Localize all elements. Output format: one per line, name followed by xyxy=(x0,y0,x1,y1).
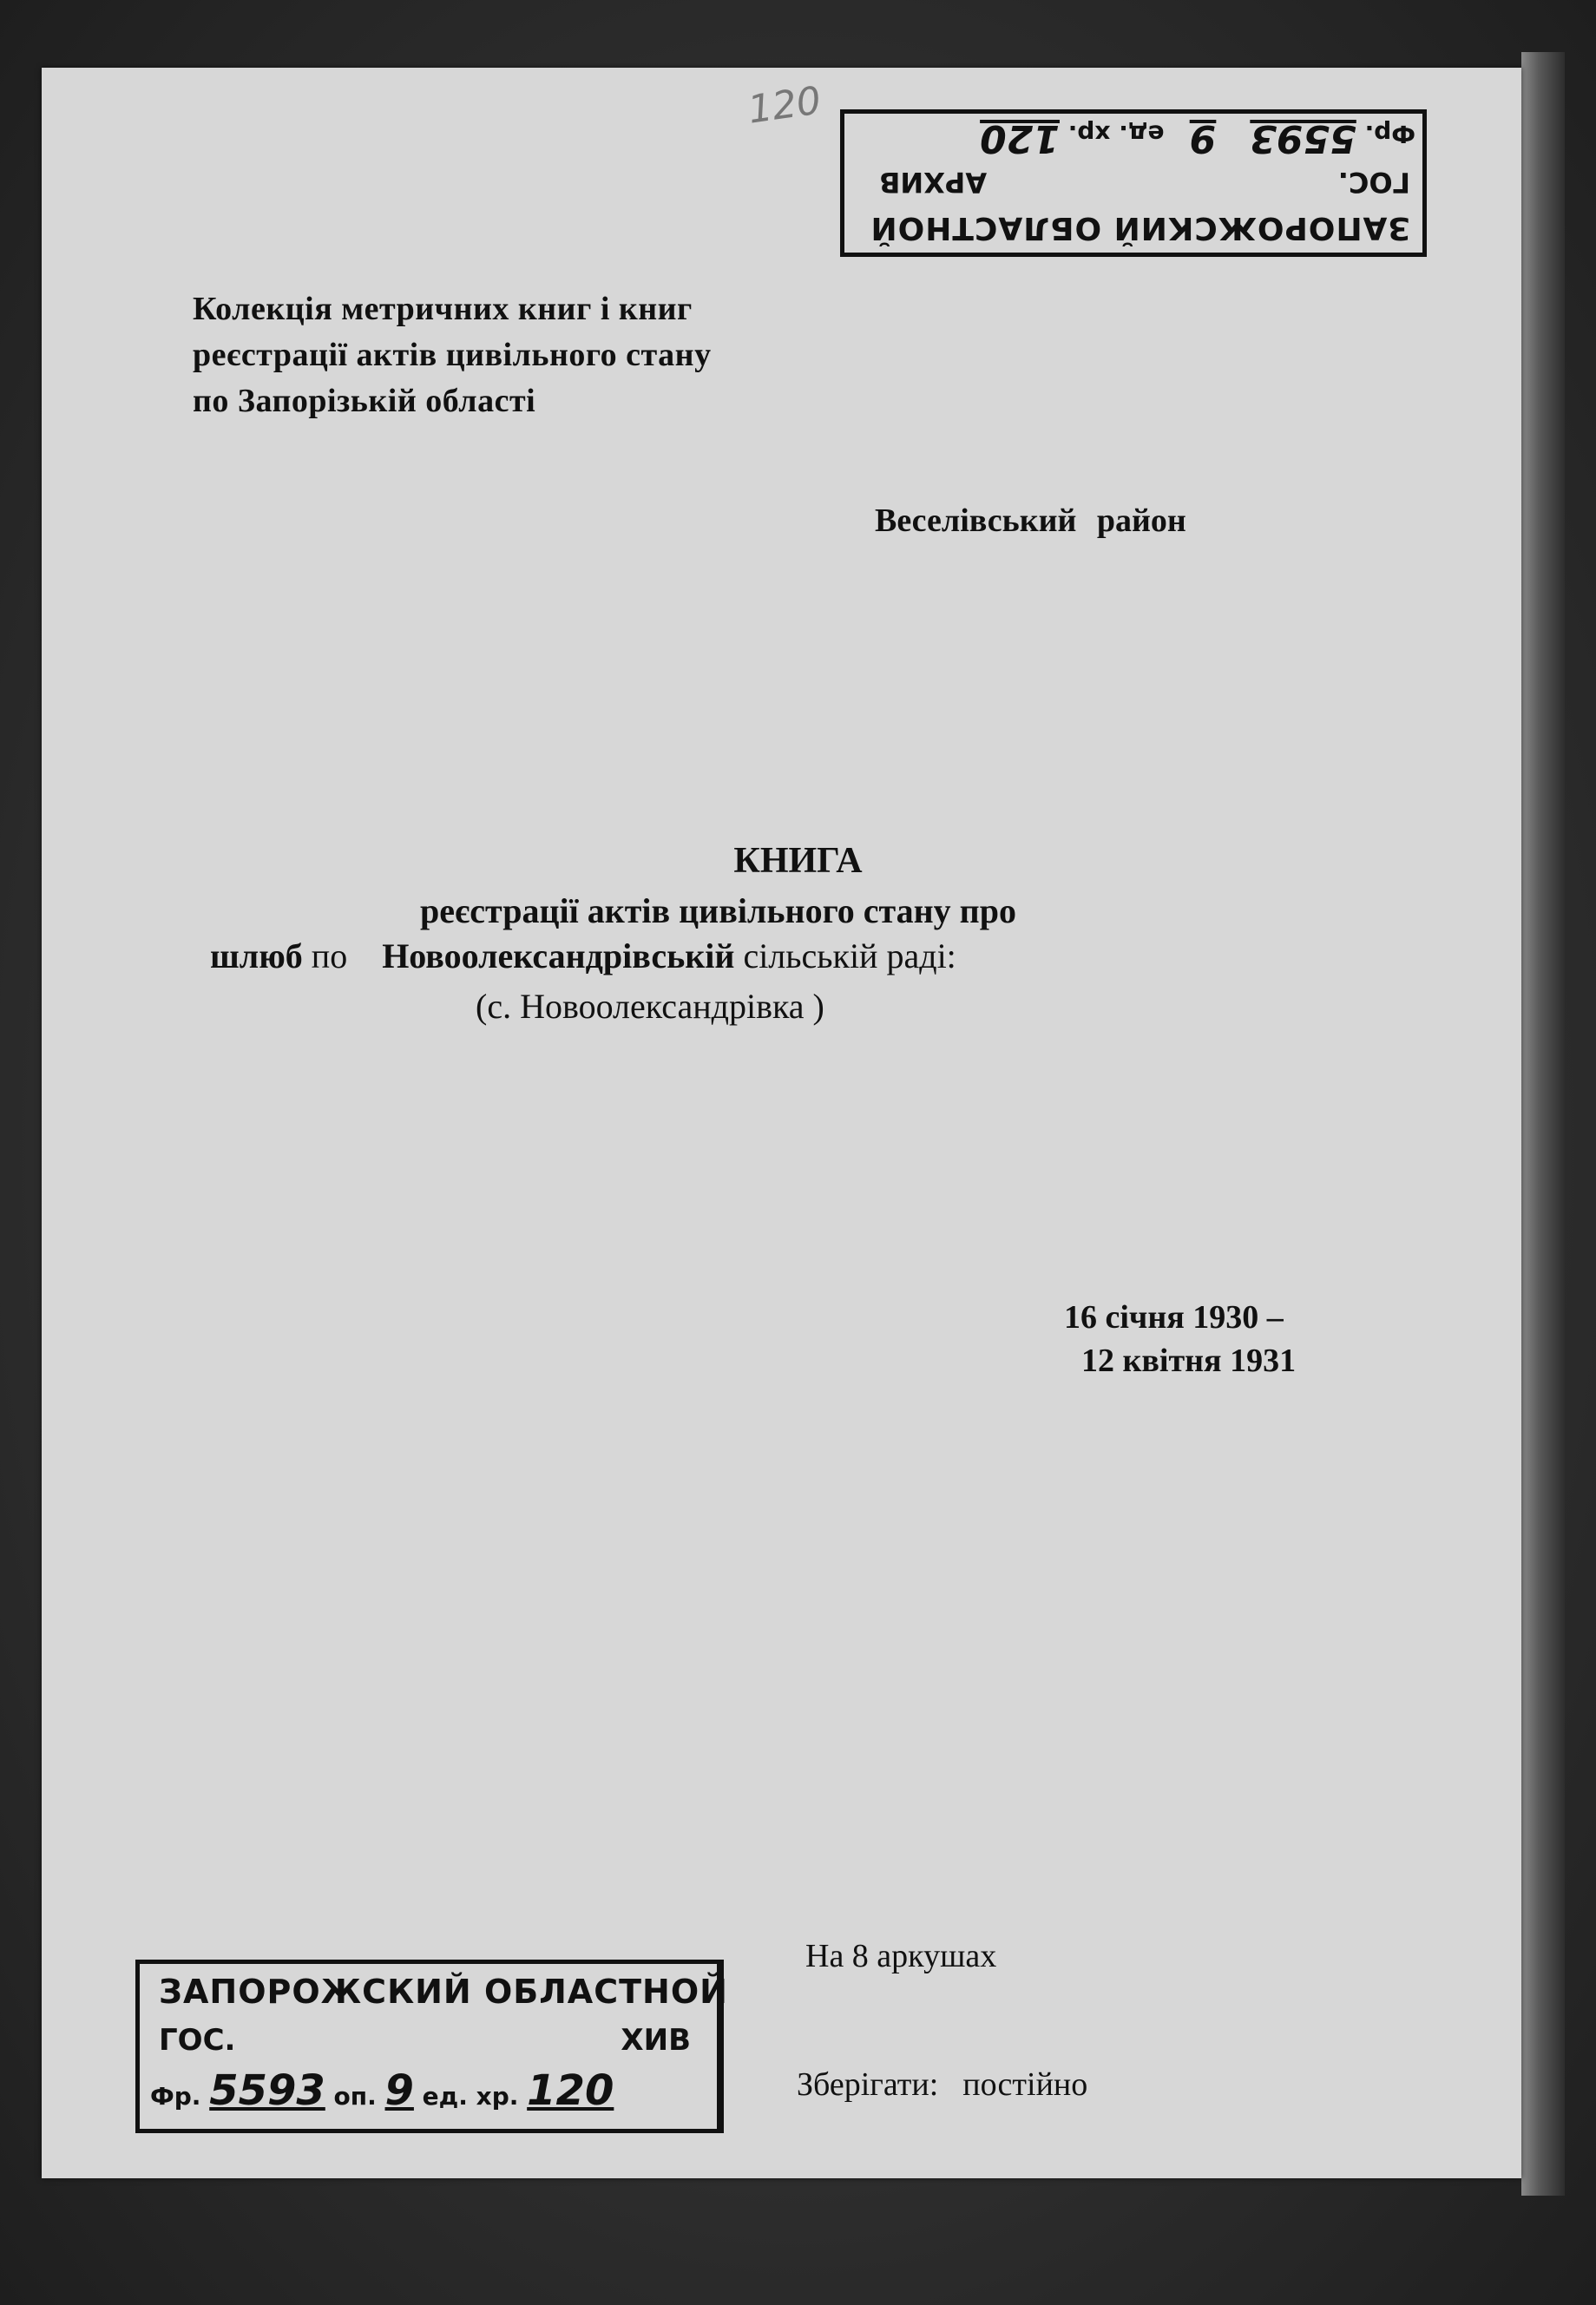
stamp-top-line2-right: АРХИВ xyxy=(879,166,988,199)
retention-label: Зберігати: xyxy=(797,2066,939,2103)
stamp-top-fond-prefix: Фр. xyxy=(1364,120,1415,148)
stamp-top-item-prefix: ед. хр. xyxy=(1067,120,1165,148)
book-subtitle-line1: реєстрації актів цивільного стану про xyxy=(420,891,1016,930)
district-label: Веселівський район xyxy=(875,502,1186,539)
stamp-top-line1: ЗАПОРОЖСКИЙ ОБЛАСТНОЙ xyxy=(870,210,1410,246)
stamp-bottom-line1: ЗАПОРОЖСКИЙ ОБЛАСТНОЙ xyxy=(159,1973,728,2011)
date-start: 16 січня 1930 – xyxy=(1064,1299,1284,1336)
pencil-note: 120 xyxy=(745,78,824,133)
stamp-bottom-op-prefix: оп. xyxy=(333,2082,377,2111)
book-subtitle-line2 xyxy=(210,936,956,976)
stamp-bottom-item-prefix: ед. хр. xyxy=(422,2082,519,2111)
book-line3-a: шлюб xyxy=(210,936,303,975)
collection-line1: Колекція метричних книг і книг xyxy=(193,291,693,327)
page-edge xyxy=(1521,52,1565,2196)
book-line3-b: по xyxy=(311,936,348,975)
stamp-bottom-line2-left: ГОС. xyxy=(159,2023,236,2058)
stamp-bottom-fond-prefix: Фр. xyxy=(150,2082,201,2111)
retention-value: постійно xyxy=(962,2066,1088,2103)
date-end: 12 квітня 1931 xyxy=(1081,1343,1297,1379)
stamp-top-line2-left: ГОС. xyxy=(1337,166,1410,199)
book-line3-d: сільській раді: xyxy=(743,936,956,975)
collection-line2: реєстрації актів цивільного стану xyxy=(193,337,712,373)
stamp-bottom-line2-right: ХИВ xyxy=(621,2023,691,2058)
collection-line3: по Запорізькій області xyxy=(193,383,536,419)
sheet-count: На 8 аркушах xyxy=(805,1938,997,1974)
archive-stamp-top xyxy=(840,109,1427,257)
stamp-bottom-item: 120 xyxy=(527,2066,614,2115)
stamp-top-fond: 5593 xyxy=(1250,116,1356,161)
retention-line xyxy=(797,2065,1087,2104)
stamp-bottom-line3 xyxy=(150,2066,614,2115)
book-title: КНИГА xyxy=(733,841,863,881)
book-village: (с. Новоолександрівка ) xyxy=(476,987,824,1026)
stamp-top-line3 xyxy=(980,116,1415,161)
stamp-bottom-fond: 5593 xyxy=(209,2066,325,2115)
stamp-top-item: 120 xyxy=(980,116,1060,161)
stamp-top-op: 9 xyxy=(1189,116,1217,161)
book-line3-c: Новоолександрівській xyxy=(382,936,735,975)
collection-heading xyxy=(193,286,712,424)
stamp-bottom-op: 9 xyxy=(384,2066,414,2115)
archive-stamp-bottom xyxy=(135,1960,728,2133)
